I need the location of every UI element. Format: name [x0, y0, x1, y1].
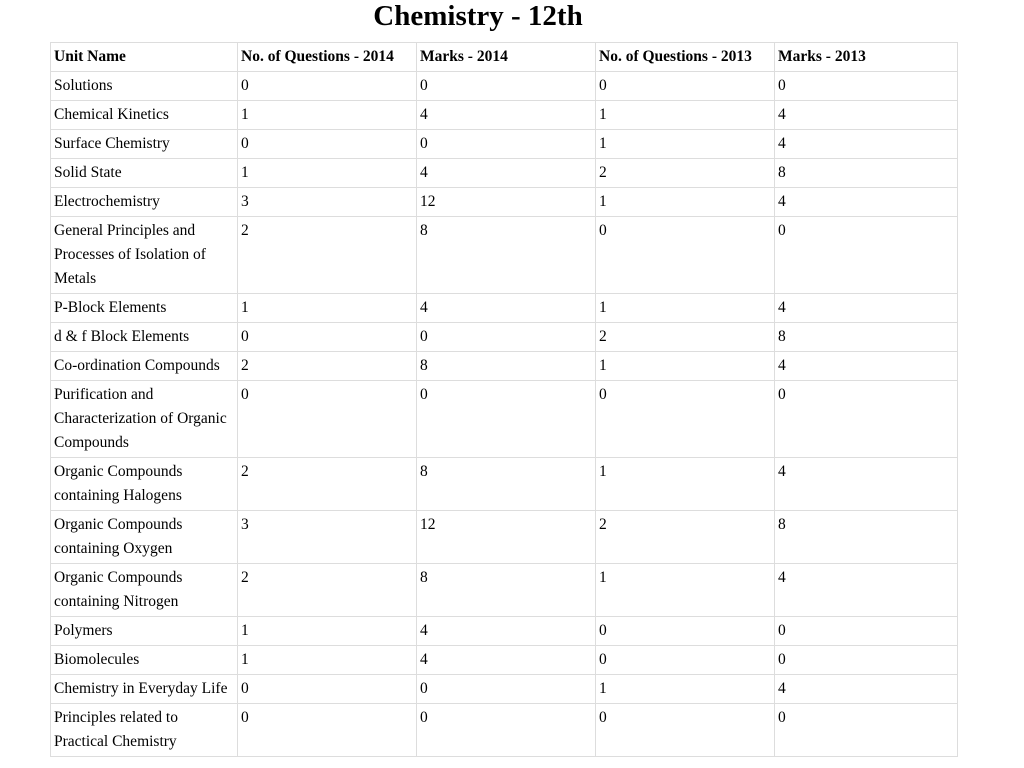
- table-row: [51, 130, 958, 159]
- cell-unit-name: Chemical Kinetics: [51, 101, 238, 130]
- cell-marks-2013: 0: [775, 646, 958, 675]
- cell-marks-2014: 0: [417, 704, 596, 757]
- cell-marks-2014: 4: [417, 617, 596, 646]
- cell-unit-name: d & f Block Elements: [51, 323, 238, 352]
- cell-unit-name: Electrochemistry: [51, 188, 238, 217]
- cell-questions-2014: 1: [238, 617, 417, 646]
- cell-marks-2014: 0: [417, 323, 596, 352]
- cell-unit-name: Organic Compounds containing Halogens: [51, 458, 238, 511]
- cell-questions-2014: 2: [238, 564, 417, 617]
- cell-marks-2014: 0: [417, 675, 596, 704]
- cell-questions-2014: 1: [238, 159, 417, 188]
- header-unit-name: Unit Name: [51, 43, 238, 72]
- cell-marks-2013: 4: [775, 130, 958, 159]
- cell-questions-2013: 0: [596, 217, 775, 294]
- chemistry-marks-table: [50, 42, 958, 757]
- cell-questions-2014: 3: [238, 511, 417, 564]
- cell-unit-name: Organic Compounds containing Oxygen: [51, 511, 238, 564]
- cell-marks-2013: 0: [775, 617, 958, 646]
- cell-questions-2013: 1: [596, 352, 775, 381]
- table-row: [51, 617, 958, 646]
- cell-marks-2013: 4: [775, 294, 958, 323]
- table-row: [51, 646, 958, 675]
- cell-unit-name: Co-ordination Compounds: [51, 352, 238, 381]
- cell-marks-2014: 8: [417, 217, 596, 294]
- cell-marks-2014: 8: [417, 352, 596, 381]
- cell-questions-2013: 1: [596, 188, 775, 217]
- cell-unit-name: General Principles and Processes of Isolation of Metals: [51, 217, 238, 294]
- table-row: [51, 217, 958, 294]
- table-row: [51, 188, 958, 217]
- table-row: [51, 381, 958, 458]
- cell-marks-2013: 4: [775, 188, 958, 217]
- cell-marks-2013: 0: [775, 217, 958, 294]
- cell-questions-2013: 0: [596, 646, 775, 675]
- cell-marks-2014: 8: [417, 458, 596, 511]
- cell-questions-2013: 1: [596, 458, 775, 511]
- table-row: [51, 458, 958, 511]
- header-questions-2014: No. of Questions - 2014: [238, 43, 417, 72]
- table-row: [51, 159, 958, 188]
- cell-unit-name: Chemistry in Everyday Life: [51, 675, 238, 704]
- table-row: [51, 323, 958, 352]
- cell-questions-2013: 0: [596, 704, 775, 757]
- cell-unit-name: Solid State: [51, 159, 238, 188]
- cell-unit-name: Solutions: [51, 72, 238, 101]
- cell-marks-2013: 0: [775, 704, 958, 757]
- cell-marks-2013: 8: [775, 511, 958, 564]
- cell-unit-name: Organic Compounds containing Nitrogen: [51, 564, 238, 617]
- cell-marks-2014: 0: [417, 72, 596, 101]
- cell-questions-2014: 0: [238, 381, 417, 458]
- cell-questions-2014: 0: [238, 72, 417, 101]
- cell-questions-2014: 2: [238, 458, 417, 511]
- cell-marks-2013: 4: [775, 564, 958, 617]
- header-marks-2013: Marks - 2013: [775, 43, 958, 72]
- cell-questions-2013: 0: [596, 381, 775, 458]
- table-row: [51, 704, 958, 757]
- cell-questions-2013: 1: [596, 130, 775, 159]
- cell-questions-2014: 2: [238, 217, 417, 294]
- table-row: [51, 352, 958, 381]
- cell-questions-2014: 1: [238, 294, 417, 323]
- cell-marks-2014: 12: [417, 188, 596, 217]
- cell-unit-name: Principles related to Practical Chemistry: [51, 704, 238, 757]
- cell-questions-2013: 1: [596, 101, 775, 130]
- table-body: [51, 72, 958, 757]
- cell-marks-2014: 12: [417, 511, 596, 564]
- cell-questions-2014: 0: [238, 323, 417, 352]
- cell-questions-2013: 0: [596, 72, 775, 101]
- cell-unit-name: Surface Chemistry: [51, 130, 238, 159]
- cell-marks-2014: 0: [417, 381, 596, 458]
- cell-marks-2013: 4: [775, 352, 958, 381]
- table-header-row: [51, 43, 958, 72]
- cell-questions-2014: 3: [238, 188, 417, 217]
- table-row: [51, 564, 958, 617]
- cell-unit-name: Polymers: [51, 617, 238, 646]
- table-row: [51, 72, 958, 101]
- cell-questions-2013: 1: [596, 675, 775, 704]
- cell-unit-name: P-Block Elements: [51, 294, 238, 323]
- cell-questions-2013: 1: [596, 294, 775, 323]
- page-title: Chemistry - 12th: [373, 0, 583, 32]
- cell-questions-2013: 1: [596, 564, 775, 617]
- cell-questions-2014: 1: [238, 646, 417, 675]
- cell-marks-2013: 0: [775, 72, 958, 101]
- cell-marks-2013: 8: [775, 159, 958, 188]
- cell-marks-2013: 8: [775, 323, 958, 352]
- table-container: [50, 42, 958, 757]
- cell-questions-2013: 2: [596, 511, 775, 564]
- cell-marks-2013: 0: [775, 381, 958, 458]
- cell-questions-2014: 2: [238, 352, 417, 381]
- cell-marks-2014: 4: [417, 101, 596, 130]
- cell-questions-2013: 0: [596, 617, 775, 646]
- cell-marks-2014: 4: [417, 159, 596, 188]
- table-row: [51, 101, 958, 130]
- cell-questions-2013: 2: [596, 323, 775, 352]
- cell-questions-2014: 1: [238, 101, 417, 130]
- table-row: [51, 511, 958, 564]
- cell-marks-2014: 4: [417, 294, 596, 323]
- cell-questions-2013: 2: [596, 159, 775, 188]
- cell-marks-2014: 0: [417, 130, 596, 159]
- cell-unit-name: Biomolecules: [51, 646, 238, 675]
- cell-marks-2014: 8: [417, 564, 596, 617]
- cell-questions-2014: 0: [238, 704, 417, 757]
- cell-marks-2013: 4: [775, 101, 958, 130]
- cell-marks-2014: 4: [417, 646, 596, 675]
- header-marks-2014: Marks - 2014: [417, 43, 596, 72]
- cell-marks-2013: 4: [775, 675, 958, 704]
- cell-unit-name: Purification and Characterization of Organic Compounds: [51, 381, 238, 458]
- table-row: [51, 675, 958, 704]
- cell-marks-2013: 4: [775, 458, 958, 511]
- table-row: [51, 294, 958, 323]
- cell-questions-2014: 0: [238, 130, 417, 159]
- cell-questions-2014: 0: [238, 675, 417, 704]
- header-questions-2013: No. of Questions - 2013: [596, 43, 775, 72]
